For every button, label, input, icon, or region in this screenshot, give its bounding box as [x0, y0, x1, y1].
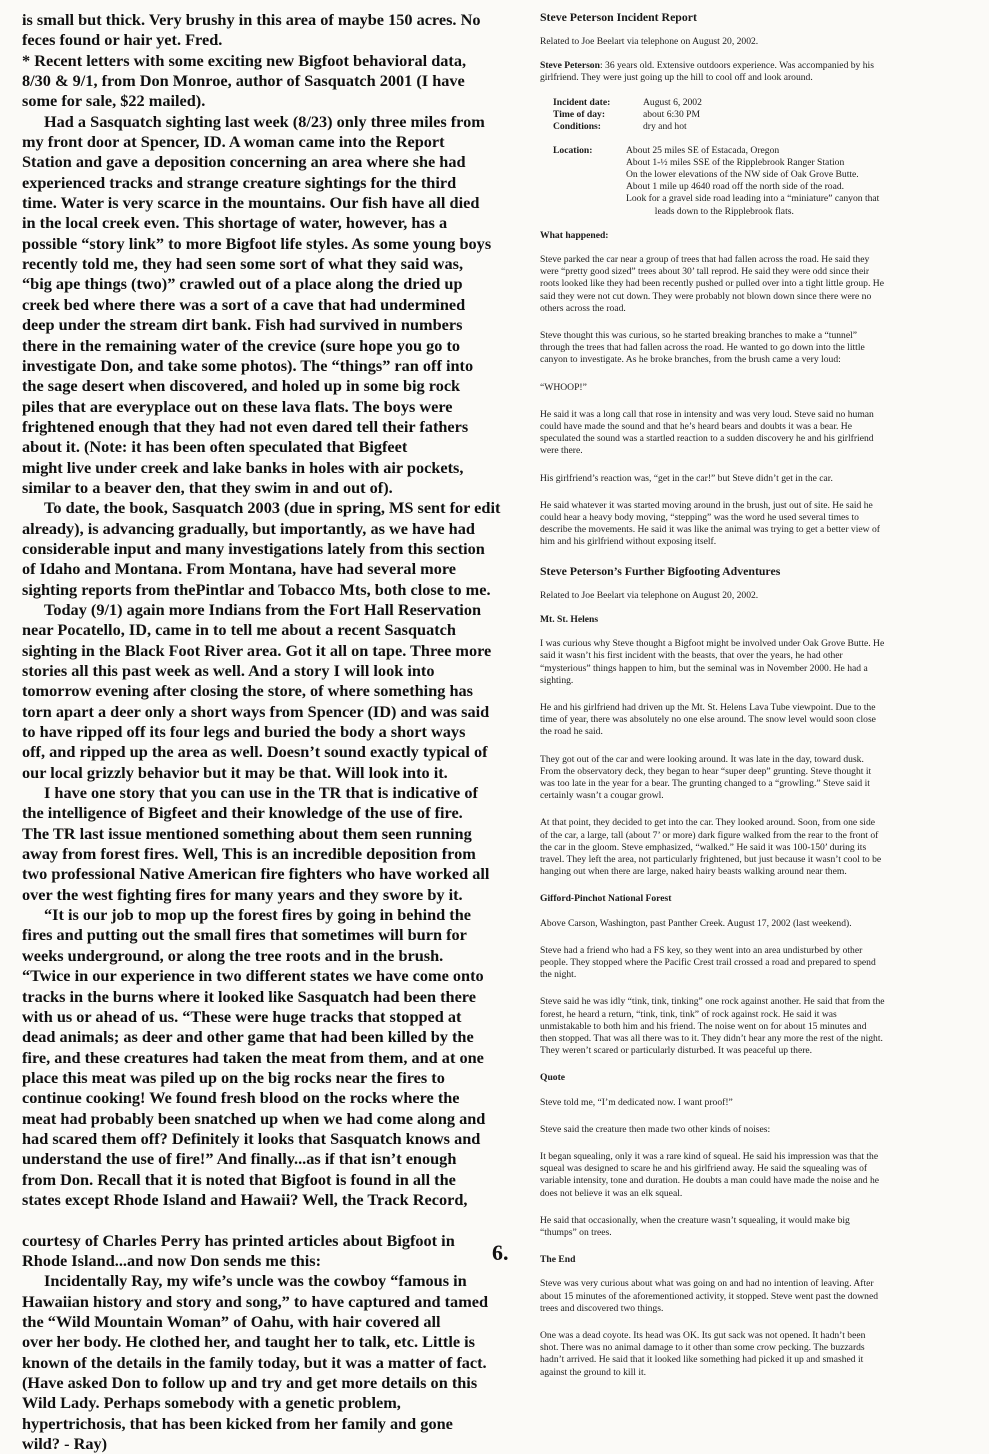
report-line: shot. There was no animal damage to it other than some crow pecking. The buzzards	[540, 1342, 865, 1354]
report-line: others across the road.	[540, 302, 626, 314]
report-line: describe the movements. He said it was like the animal was trying to get a better view of	[540, 524, 880, 536]
report-line: hanging out when there are large, naked hairy beasts walking around near them.	[540, 866, 847, 878]
location-block	[553, 145, 980, 218]
report-line: trees and discovered two things.	[540, 1302, 664, 1314]
report-line: the road he said.	[540, 726, 603, 738]
report-line: Steve parked the car near a group of trees that had fallen across the road. He said they	[540, 254, 870, 266]
report-line: “mysterious” things happen to him, but the seminal was in November 2000. He had a	[540, 662, 868, 674]
article-line: experienced tracks and strange creature sightings for the third	[22, 172, 457, 192]
report-line: could have made the sound and that he’s heard bears and doubts it was a bear. He	[540, 421, 852, 433]
report-paragraph	[540, 1124, 980, 1136]
article-line: I have one story that you can use in the TR that is indicative of	[44, 783, 478, 803]
article-line: of Idaho and Montana. From Montana, have had several more	[22, 559, 457, 579]
article-line: Had a Sasquatch sighting last week (8/23) only three miles from	[44, 111, 485, 131]
article-line: fires and putting out the small fires that sometimes will burn for	[22, 925, 467, 945]
article-line: “big ape things (two)” crawled out of a place along the dried up	[22, 274, 463, 294]
info-label: Incident date:	[553, 96, 611, 108]
report-line: His girlfriend’s reaction was, “get in the car!” but Steve didn’t get in the car.	[540, 472, 833, 484]
report-line: One was a dead coyote. Its head was OK. Its gut sack was not opened. It hadn’t been	[540, 1330, 866, 1342]
article-line: frightened enough that they had not even dared tell their fathers	[22, 416, 469, 436]
article-line: sighting in the Black Foot River area. Got it all on tape. Three more	[22, 640, 492, 660]
report-line: were “pretty good sized” trees about 30’ tall reprod. He said they were odd since their	[540, 266, 870, 278]
article-line: with us or ahead of us. “These were huge tracks that stopped at	[22, 1006, 462, 1026]
report-paragraph	[540, 702, 980, 739]
report-paragraph	[540, 918, 980, 930]
article-line: already), is advancing gradually, but importantly, as we have had	[22, 518, 475, 538]
info-row	[553, 121, 702, 133]
report-intro	[540, 60, 980, 72]
report-line: He and his girlfriend had driven up the Mt. St. Helens Lava Tube viewpoint. Due to the	[540, 701, 876, 713]
report-paragraph	[540, 1151, 980, 1200]
report-line: He said that occasionally, when the creature wasn’t squealing, it would make big	[540, 1214, 850, 1226]
article-line: dead animals; as deer and other game that had been killed by the	[22, 1027, 474, 1047]
report-paragraph	[540, 1330, 980, 1379]
report-line: Steve said he was idly “tink, tink, tinking” one rock against another. He said that from the	[540, 996, 885, 1008]
location-line: leads down to the Ripplebrook flats.	[626, 205, 794, 217]
article-line: torn apart a deer only a short ways from Spencer (ID) and was said	[22, 701, 490, 721]
article-line: * Recent letters with some exciting new Bigfoot behavioral data,	[22, 50, 467, 70]
report-paragraph	[540, 254, 980, 315]
report-line: squeal was designed to scare he and his girlfriend away. He said the squealing was of	[540, 1163, 868, 1175]
article-line: fire, and these creatures had taken the meat from them, and at one	[22, 1047, 484, 1067]
page-number: 6.	[492, 1240, 509, 1265]
report-line: speculated the sound was a startled reaction to a sudden discovery he and his girlfriend	[540, 433, 874, 445]
report-line: He said it was a long call that rose in intensity and was very loud. Steve said no human	[540, 408, 874, 420]
article-line: known of the details in the family today, but it was a matter of fact.	[22, 1352, 487, 1372]
report-line: said they were not cut down. They were probably not blown down since there were no	[540, 290, 872, 302]
info-value: about 6:30 PM	[643, 108, 701, 120]
article-line: “Twice in our experience in two different states we have come onto	[22, 966, 484, 986]
article-line: sighting reports from thePintlar and Tobacco Mts, both close to me.	[22, 579, 491, 599]
article-line: considerable input and many investigations lately from this section	[22, 538, 485, 558]
article-line: Station and gave a deposition concerning an area where she had	[22, 152, 466, 172]
article-line: 8/30 & 9/1, from Don Monroe, author of Sasquatch 2001 (I have	[22, 71, 465, 91]
report-paragraph	[540, 330, 980, 367]
article-line: the “Wild Mountain Woman” of Oahu, with hair covered all	[22, 1312, 441, 1331]
article-line: in the local creek even. This shortage of water, however, has a	[22, 213, 448, 233]
report-line: They got out of the car and were looking around. It was late in the day, toward dusk.	[540, 753, 864, 765]
incident-info-table	[553, 97, 702, 133]
report-line: the car in the gloom. Steve emphasized, “walked.” He said it was 100-150’ during its	[540, 841, 867, 853]
info-row	[553, 109, 702, 121]
article-line: over her body. He clothed her, and taught her to talk, etc. Little is	[22, 1332, 476, 1352]
report-line: against the ground to kill it.	[540, 1366, 647, 1378]
quote-heading: Quote	[540, 1072, 566, 1084]
article-line: continue cooking! We found fresh blood on the rocks where the	[22, 1088, 460, 1108]
gifford-pinchot-heading: Gifford-Pinchot National Forest	[540, 893, 672, 905]
article-line: recently told me, they had seen some sort of what they said was,	[22, 254, 464, 274]
article-line: place this meat was piled up on the big rocks near the fires to	[22, 1067, 445, 1087]
article-line: hypertrichosis, that has been kicked from her family and gone	[22, 1413, 453, 1433]
article-line: Hawaiian history and story and song,” to have captured and tamed	[22, 1291, 489, 1311]
report-line: Steve was very curious about what was going on and had no intention of leaving. After	[540, 1278, 874, 1290]
info-label: Time of day:	[553, 108, 606, 120]
article-line: about it. (Note: it has been often speculated that Bigfeet	[22, 437, 408, 457]
report-line: “thumps” on trees.	[540, 1227, 612, 1238]
article-line: from Don. Recall that it is noted that Bigfoot is found in all the	[22, 1169, 456, 1189]
article-line: the sage desert when discovered, and holed up in some big rock	[22, 376, 461, 396]
further-title: Steve Peterson’s Further Bigfooting Adventures	[540, 563, 781, 578]
report-line: was too late in the year for a bear. The grunting changed to a “growling.” Steve said it	[540, 777, 870, 789]
article-line: is small but thick. Very brushy in this area of maybe 150 acres. No	[22, 10, 481, 29]
report-line: hadn’t arrived. He said that it looked like something had picked it up and smashed it	[540, 1354, 864, 1366]
article-line: states except Rhode Island and Hawaii? Well, the Track Record,	[22, 1189, 468, 1209]
article-line: had scared them off? Definitely it looks that Sasquatch knows and	[22, 1128, 481, 1148]
location-line: About 1-½ miles SSE of the Ripplebrook Ranger Station	[626, 156, 845, 168]
article-line: investigate Don, and take some photos). The “things” ran off into	[22, 355, 474, 375]
location-line: About 1 mile up 4640 road off the north side of the road.	[626, 181, 845, 193]
article-line: might live under creek and lake banks in holes with air pockets,	[22, 457, 464, 477]
report-line: At that point, they decided to get into the car. They looked around. Soon, from one side	[540, 817, 875, 829]
article-line: To date, the book, Sasquatch 2003 (due in spring, MS sent for edit	[44, 498, 501, 518]
article-line: two professional Native American fire fighters who have worked all	[22, 864, 490, 884]
article-line: tomorrow evening after closing the store, of where something has	[22, 681, 473, 701]
report-line: It began squealing, only it was a rare kind of squeal. He said his impression was that the	[540, 1150, 879, 1162]
report-line: forest, he heard a return, “tink, tink, tink” of rock against rock. He said it was	[540, 1008, 837, 1020]
what-happened-heading: What happened:	[540, 229, 609, 241]
article-line: courtesy of Charles Perry has printed articles about Bigfoot in	[22, 1230, 455, 1250]
report-line: the night.	[540, 969, 577, 981]
report-related-line: Related to Joe Beelart via telephone on August 20, 2002.	[540, 36, 759, 47]
report-paragraph	[540, 1278, 980, 1315]
article-line: Rhode Island...and now Don sends me this:	[22, 1250, 322, 1270]
report-line: variable intensity, tone and duration. He doubts a man could have made the noise and he	[540, 1175, 880, 1187]
report-paragraph	[540, 638, 980, 687]
report-line: him and his girlfriend without exposing itself.	[540, 536, 717, 548]
report-line: travel. They left the area, not particularly frightened, but just because it wasn’t cool to be	[540, 853, 882, 865]
article-line: my front door at Spencer, ID. A woman came into the Report	[22, 132, 445, 152]
article-line: Wild Lady. Perhaps somebody with a genetic problem,	[22, 1393, 401, 1413]
report-line: of the car, a large, tall (about 7’ or more) dark figure walked from the rear to the front of	[540, 829, 879, 841]
article-line: stories all this past week as well. And a story I will look into	[22, 661, 435, 680]
info-label: Conditions:	[553, 120, 601, 132]
article-line: understand the use of fire!” And finally...as if that isn’t enough	[22, 1149, 457, 1169]
intro-text: : 36 years old. Extensive outdoors experience. Was accompanied by his	[599, 60, 874, 72]
report-line: could hear a heavy body moving, “stepping” was the word he used several times to	[540, 512, 859, 524]
article-line: over the west fighting fires for many years and they swore by it.	[22, 884, 463, 904]
report-line: canyon to investigate. As he broke branches, from the brush came a very loud:	[540, 354, 841, 366]
report-line: said it wasn’t his first incident with the beasts, that over the years, he had other	[540, 650, 843, 662]
report-paragraph	[540, 945, 980, 982]
report-line: I was curious why Steve thought a Bigfoot might be involved under Oak Grove Butte. He	[540, 638, 885, 650]
article-line: Today (9/1) again more Indians from the Fort Hall Reservation	[44, 599, 482, 619]
report-title: Steve Peterson Incident Report	[540, 10, 697, 24]
info-value: dry and hot	[643, 120, 687, 132]
report-line: time of year, there was absolutely no one else around. The snow level would soon close	[540, 714, 876, 726]
article-line: weeks underground, or along the tree roots and in the brush.	[22, 945, 444, 965]
info-row	[553, 97, 702, 109]
article-line: Incidentally Ray, my wife’s uncle was the cowboy “famous in	[44, 1271, 467, 1291]
report-paragraph	[540, 409, 980, 458]
location-label: Location:	[553, 144, 593, 156]
article-line: there in the remaining water of the crevice (sure hope you go to	[22, 335, 461, 355]
article-line: possible “story link” to more Bigfoot life styles. As some young boys	[22, 233, 492, 253]
article-line: time. Water is very scarce in the mountains. Our fish have all died	[22, 193, 480, 213]
article-line: away from forest fires. Well, This is an incredible deposition from	[22, 844, 476, 864]
article-line: to have ripped off its four legs and buried the body a short ways	[22, 722, 466, 742]
info-value: August 6, 2002	[643, 96, 702, 108]
article-line: wild? - Ray)	[22, 1434, 108, 1454]
article-line: tracks in the burns where it looked like Sasquatch had been there	[22, 986, 476, 1006]
location-line: Look for a gravel side road leading into a “miniature” canyon that	[626, 193, 880, 205]
report-line: certainly wasn’t a cougar growl.	[540, 790, 664, 802]
report-line: through the trees that had fallen across the road. He wanted to go down into the little	[540, 342, 865, 354]
article-line: piles that are everyplace out on these lava flats. The boys were	[22, 396, 453, 416]
right-column-report	[540, 10, 980, 1378]
location-line: On the lower elevations of the NW side of Oak Grove Butte.	[626, 169, 859, 181]
report-line: He said whatever it was started moving around in the brush, just out of site. He said he	[540, 499, 873, 511]
report-line: then stopped. That was all there was to it. They didn’t hear any more the rest of the night.	[540, 1032, 883, 1044]
article-line: “It is our job to mop up the forest fires by going in behind the	[44, 905, 471, 925]
article-line: deep under the stream dirt bank. Fish had survived in numbers	[22, 315, 463, 335]
report-line: sighting.	[540, 674, 574, 686]
article-line: off, and ripped up the area as well. Doesn’t sound exactly typical of	[22, 742, 488, 762]
article-line: some for sale, $22 mailed).	[22, 91, 206, 111]
report-paragraph	[540, 754, 980, 803]
article-line: our local grizzly behavior but it may be that. Will look into it.	[22, 762, 448, 782]
whoop-quote: “WHOOP!”	[540, 381, 587, 393]
article-line: the intelligence of Bigfeet and their knowledge of the use of fire.	[22, 803, 463, 823]
report-line: Steve said the creature then made two other kinds of noises:	[540, 1123, 771, 1135]
article-line: creek bed where there was a sort of a cave that had undermined	[22, 294, 466, 314]
mt-st-helens-heading: Mt. St. Helens	[540, 613, 599, 625]
report-paragraph	[540, 500, 980, 549]
article-line: meat had probably been snatched up when we had come along and	[22, 1108, 486, 1128]
report-paragraph	[540, 1097, 980, 1109]
article-line: The TR last issue mentioned something about them seen running	[22, 823, 472, 843]
article-line: (Have asked Don to follow up and try and get more details on this	[22, 1373, 478, 1393]
report-line: people. They stopped where the Pacific Crest trail crossed a road and prepared to spend	[540, 956, 876, 968]
report-line: unmistakable to both him and his friend. The noise went on for about 15 minutes and	[540, 1020, 867, 1032]
location-line: About 25 miles SE of Estacada, Oregon	[626, 144, 780, 156]
article-line: similar to a beaver den, that they swim in and out of).	[22, 477, 393, 497]
the-end-heading: The End	[540, 1254, 576, 1266]
report-line: Steve told me, “I’m dedicated now. I want proof!”	[540, 1096, 733, 1108]
report-paragraph	[540, 1215, 980, 1239]
further-related-line: Related to Joe Beelart via telephone on August 20, 2002.	[540, 589, 759, 601]
report-paragraph	[540, 817, 980, 878]
left-column-article	[22, 10, 501, 1454]
intro-name: Steve Peterson	[540, 60, 600, 72]
report-line: Above Carson, Washington, past Panther Creek. August 17, 2002 (last weekend).	[540, 917, 852, 929]
report-intro-2: girlfriend. They were just going up the hill to cool off and look around.	[540, 72, 813, 84]
report-line: They weren’t scared or particularly disturbed. It was peaceful up there.	[540, 1045, 813, 1057]
report-line: roots looked like they had been recently pushed or pulled over into a tight little group. He	[540, 278, 884, 290]
report-paragraph	[540, 996, 980, 1057]
report-line: Steve thought this was curious, so he started breaking branches to make a “tunnel”	[540, 330, 858, 342]
report-line: were there.	[540, 445, 583, 457]
report-paragraph	[540, 473, 980, 485]
report-line: From the observatory deck, they began to hear “super deep” grunting. Steve thought it	[540, 765, 872, 777]
report-line: Steve had a friend who had a FS key, so they went into an area undisturbed by other	[540, 944, 863, 956]
article-line	[22, 1210, 484, 1230]
report-line: about 15 minutes of the aforementioned activity, it stopped. Steve went past the downed	[540, 1290, 879, 1302]
report-line: does not believe it was an elk squeal.	[540, 1187, 683, 1199]
article-line: feces found or hair yet. Fred.	[22, 30, 223, 50]
article-line: near Pocatello, ID, came in to tell me about a recent Sasquatch	[22, 620, 456, 640]
